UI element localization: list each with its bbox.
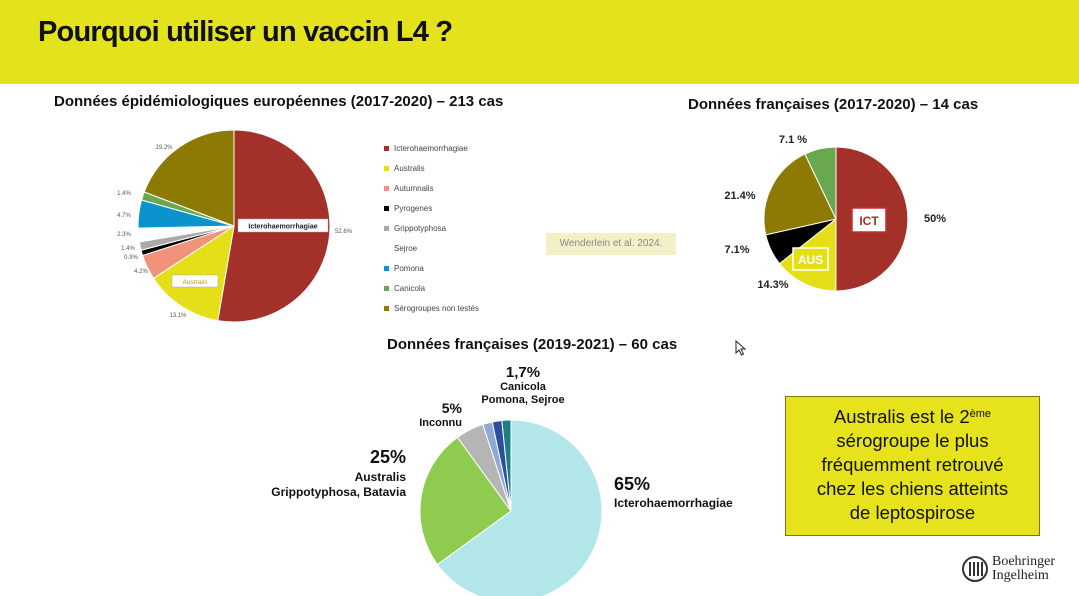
mouse-cursor-icon: [735, 340, 747, 356]
chart1-inner-label: Australis: [182, 279, 208, 286]
legend-item: [384, 299, 494, 319]
legend-item: [384, 198, 494, 218]
company-logo: [962, 555, 1055, 583]
legend-swatch: [384, 246, 389, 251]
legend-swatch: [384, 286, 389, 291]
callout-line: sérogroupe le plus: [836, 430, 989, 451]
chart1-data-label: 4.2%: [134, 269, 148, 275]
logo-line: Boehringer: [992, 554, 1055, 569]
legend-item: [384, 218, 494, 238]
chart2-data-label: 14.3%: [757, 279, 789, 291]
chart2-title: Données françaises (2017-2020) – 14 cas: [688, 96, 979, 113]
callout-line: fréquemment retrouvé: [821, 454, 1004, 475]
legend-item: [384, 158, 494, 178]
chart3-label-names: Canicola: [500, 381, 546, 393]
legend-swatch: [384, 186, 389, 191]
page-title: Pourquoi utiliser un vaccin L4 ?: [38, 16, 453, 48]
legend-swatch: [384, 266, 389, 271]
legend-label: Grippotyphosa: [394, 223, 447, 233]
chart3-label-names: Icterohaemorrhagiae: [614, 496, 733, 510]
legend-swatch: [384, 306, 389, 311]
chart1-data-label: 52.6%: [335, 229, 353, 235]
callout-superscript: ème: [969, 408, 992, 420]
chart3-label-pct: 65%: [614, 474, 651, 494]
callout-line: chez les chiens atteints: [816, 478, 1009, 499]
legend-swatch: [384, 166, 389, 171]
chart3-label-pct: 25%: [369, 447, 406, 467]
legend-item: [384, 259, 494, 279]
chart3-label-names: Inconnu: [419, 417, 462, 429]
legend-item: [384, 178, 494, 198]
chart2-data-label: 50%: [923, 213, 947, 225]
chart3-label-pct: 5%: [441, 400, 462, 416]
callout-line: [786, 405, 1039, 429]
legend-label: Pomona: [394, 264, 424, 274]
citation-box: [546, 233, 676, 255]
legend-label: Autumnalis: [394, 183, 434, 193]
callout-text: Australis est le 2: [833, 406, 970, 427]
legend-swatch: [384, 146, 389, 151]
chart1-data-label: 2.3%: [117, 232, 131, 238]
legend-label: Pyrogenes: [394, 203, 433, 213]
chart1-data-label: 19.2%: [155, 145, 173, 151]
chart1-data-label: 13.1%: [169, 313, 187, 319]
citation-text: Wenderlein et al. 2024.: [559, 238, 663, 249]
legend-label: Sejroe: [394, 244, 418, 254]
legend-item: [384, 238, 494, 258]
logo-mark-icon: [962, 556, 988, 582]
chart2-data-label: 21.4%: [724, 190, 756, 202]
legend-label: Australis: [394, 163, 425, 173]
legend-label: Icterohaemorrhagiae: [394, 143, 468, 153]
chart1-data-label: 0.9%: [124, 255, 138, 261]
logo-line: Ingelheim: [992, 568, 1049, 583]
legend-swatch: [384, 226, 389, 231]
legend-item: [384, 279, 494, 299]
chart1-inner-label: Icterohaemorrhagiae: [248, 223, 318, 231]
chart3-label-names: Pomona, Sejroe: [481, 394, 565, 406]
chart1-legend: [384, 138, 494, 319]
chart1-data-label: 1.4%: [121, 246, 135, 252]
callout-box: [785, 396, 1040, 536]
legend-label: Sérogroupes non testés: [394, 304, 479, 314]
legend-label: Canicola: [394, 284, 426, 294]
chart2-data-label: 7.1 %: [778, 134, 808, 146]
chart3-label-pct: 1,7%: [505, 364, 541, 381]
chart1-data-label: 1.4%: [117, 191, 131, 197]
chart1-title: Données épidémiologiques européennes (2017-2020) – 213 cas: [54, 93, 504, 110]
chart1-data-label: 4.7%: [117, 213, 131, 219]
legend-item: [384, 138, 494, 158]
chart2-inner-label: ICT: [859, 214, 879, 228]
logo-text: [992, 555, 1055, 583]
legend-swatch: [384, 206, 389, 211]
chart3-label-names: Grippotyphosa, Batavia: [271, 485, 406, 499]
callout-line: de leptospirose: [849, 502, 976, 523]
chart3-title: Données françaises (2019-2021) – 60 cas: [387, 336, 678, 353]
chart2-inner-label: AUS: [797, 253, 824, 267]
chart3-label-names: Australis: [354, 470, 406, 484]
chart2-data-label: 7.1%: [724, 244, 750, 256]
